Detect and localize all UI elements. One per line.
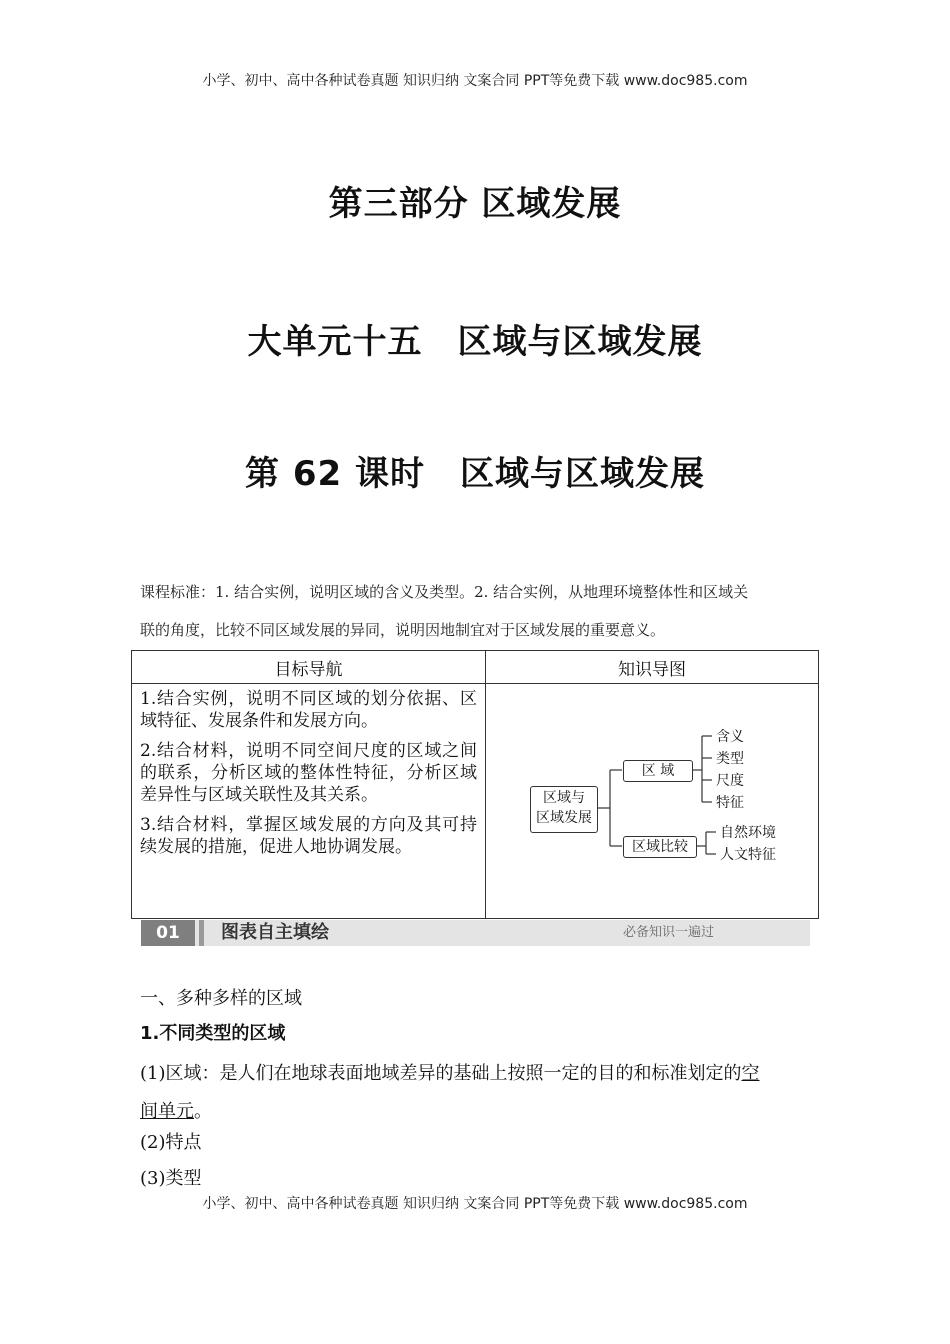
- goal-item: 3.结合材料，掌握区域发展的方向及其可持续发展的措施，促进人地协调发展。: [140, 815, 477, 857]
- mindmap-leaf: 自然环境: [720, 825, 776, 841]
- page-footer: 小学、初中、高中各种试卷真题 知识归纳 文案合同 PPT等免费下载 www.doc985.com: [202, 1196, 748, 1212]
- item-features: (2)特点: [140, 1132, 202, 1153]
- curriculum-standard: [140, 573, 820, 649]
- definition-period: 。: [194, 1101, 212, 1122]
- mindmap-leaf: 人文特征: [720, 847, 776, 863]
- banner-subtitle: 必备知识一遍过: [622, 925, 714, 940]
- definition-answer: 空: [741, 1063, 760, 1084]
- curriculum-standard-line-2: 联的角度，比较不同区域发展的异同，说明因地制宜对于区域发展的重要意义。: [140, 621, 666, 639]
- banner-divider: [199, 920, 204, 946]
- mindmap-leaf: 尺度: [716, 773, 744, 789]
- mindmap-leaf: 类型: [716, 751, 744, 767]
- banner-number: 01: [141, 920, 195, 946]
- unit-title: 大单元十五 区域与区域发展: [247, 322, 703, 362]
- mindmap-branch-region: 区 域: [623, 760, 693, 782]
- mindmap-leaf: 特征: [716, 795, 744, 811]
- goal-header: 目标导航: [132, 651, 486, 684]
- definition-answer: 间单元: [140, 1101, 194, 1122]
- section-heading: 一、多种多样的区域: [140, 988, 302, 1009]
- definition-text: (1)区域：是人们在地球表面地域差异的基础上按照一定的目的和标准划定的: [140, 1063, 742, 1084]
- goal-item: 2.结合材料，说明不同空间尺度的区域之间的联系，分析区域的整体性特征，分析区域差异性与区域关联性及其关系。: [140, 741, 477, 805]
- subsection-heading: 1.不同类型的区域: [140, 1023, 286, 1044]
- goal-table: [131, 650, 819, 919]
- goal-item: 1.结合实例，说明不同区域的划分依据、区域特征、发展条件和发展方向。: [140, 689, 477, 731]
- mindmap-cell: [486, 684, 819, 919]
- section-banner: [141, 920, 810, 946]
- banner-title: 图表自主填绘: [221, 922, 329, 943]
- lesson-title: 第 62 课时 区域与区域发展: [245, 454, 705, 494]
- goal-list: [132, 684, 486, 919]
- part-title: 第三部分 区域发展: [328, 184, 622, 224]
- definition-paragraph: [140, 1055, 812, 1131]
- mindmap-leaf: 含义: [716, 729, 744, 745]
- item-types: (3)类型: [140, 1168, 202, 1189]
- curriculum-standard-line-1: 课程标准：1. 结合实例，说明区域的含义及类型。2. 结合实例，从地理环境整体性和区域关: [140, 583, 749, 601]
- mindmap-root-line-1: 区域与: [543, 790, 585, 806]
- mindmap-root: [530, 786, 598, 833]
- mindmap-header: 知识导图: [486, 651, 819, 684]
- page-header: 小学、初中、高中各种试卷真题 知识归纳 文案合同 PPT等免费下载 www.doc985.com: [202, 73, 748, 89]
- mindmap-branch-comparison: 区域比较: [623, 836, 697, 858]
- mindmap-root-line-2: 区域发展: [536, 810, 592, 826]
